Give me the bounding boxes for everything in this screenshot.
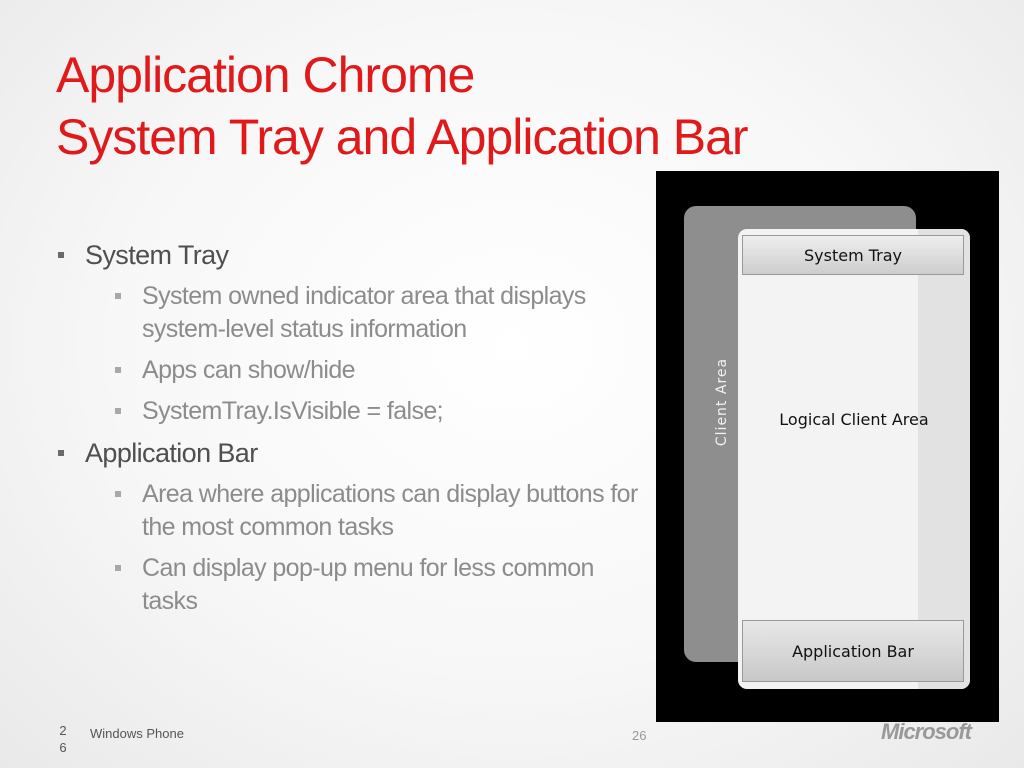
client-area-label: Client Area <box>714 357 730 447</box>
slide-title <box>56 44 748 168</box>
logical-client-area-label: Logical Client Area <box>779 410 929 429</box>
footer-text: Windows Phone <box>90 726 184 741</box>
sub-bullet-text: System owned indicator area that displays system-level status information <box>142 282 586 343</box>
phone-layout-diagram <box>656 171 999 722</box>
system-tray-bar: System Tray <box>742 235 964 275</box>
title-line-2: System Tray and Application Bar <box>56 109 748 165</box>
sub-bullet <box>58 478 648 544</box>
bullet-text: Application Bar <box>85 438 258 468</box>
title-line-1: Application Chrome <box>56 47 475 103</box>
bullet-system-tray <box>58 238 648 272</box>
sub-bullet <box>58 280 648 346</box>
square-bullet-icon <box>58 450 64 456</box>
square-bullet-icon <box>115 293 121 299</box>
sub-bullet <box>58 354 648 387</box>
square-bullet-icon <box>58 252 64 258</box>
microsoft-logo: Microsoft <box>881 719 971 744</box>
sub-bullet <box>58 395 648 428</box>
sub-bullet-text: Apps can show/hide <box>142 356 355 384</box>
sub-bullet <box>58 552 648 618</box>
phone-screen <box>738 229 970 689</box>
sub-bullet-text: Can display pop-up menu for less common tasks <box>142 554 594 615</box>
square-bullet-icon <box>115 491 121 497</box>
page-number: 26 <box>632 728 647 743</box>
application-bar: Application Bar <box>742 620 964 682</box>
sub-bullet-text: SystemTray.IsVisible = false; <box>142 397 443 425</box>
bullet-list <box>58 238 648 626</box>
bullet-text: System Tray <box>85 240 229 270</box>
square-bullet-icon <box>115 565 121 571</box>
slide-index: 26 <box>59 723 67 755</box>
square-bullet-icon <box>115 408 121 414</box>
sub-bullet-text: Area where applications can display buttons for the most common tasks <box>142 480 638 541</box>
bullet-application-bar <box>58 436 648 470</box>
square-bullet-icon <box>115 367 121 373</box>
